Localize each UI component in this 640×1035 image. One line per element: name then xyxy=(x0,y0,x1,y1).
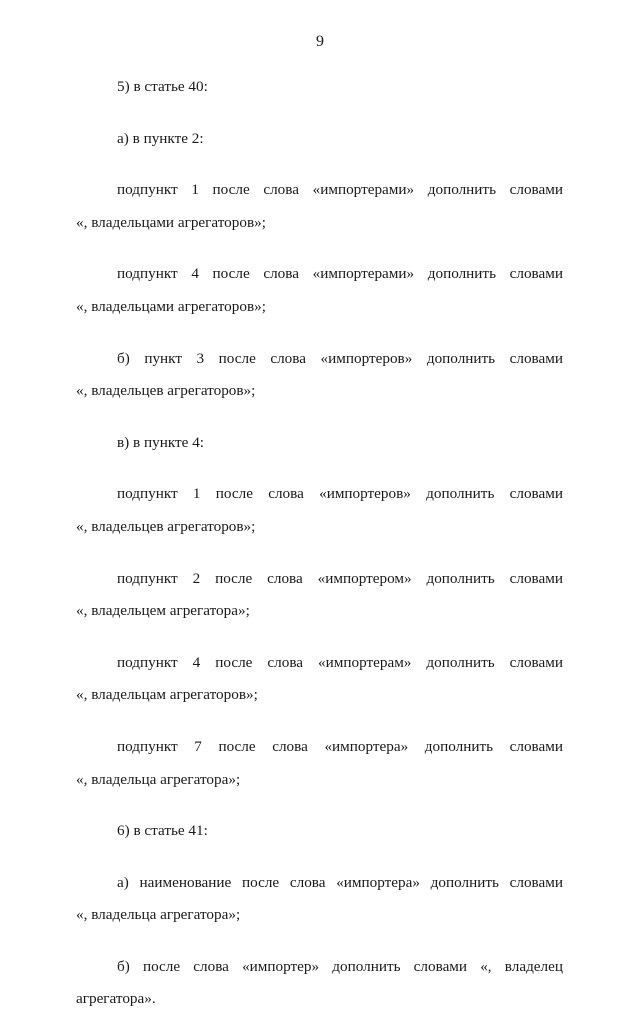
paragraph-item-a-clause-2: а) в пункте 2: xyxy=(117,129,204,147)
paragraph-line: «, владельца агрегатора»; xyxy=(76,906,241,924)
paragraph-line: агрегатора». xyxy=(76,990,156,1008)
paragraph-line: «, владельцем агрегатора»; xyxy=(76,602,250,620)
page-number: 9 xyxy=(316,33,324,50)
paragraph-line: «, владельцев агрегаторов»; xyxy=(76,517,256,535)
paragraph-line: «, владельца агрегатора»; xyxy=(76,770,241,788)
paragraph-item-b-clause-3 xyxy=(76,343,563,408)
paragraph-subclause-4-importers-dat xyxy=(76,647,563,712)
paragraph-line: б) после слова «импортер» дополнить словами «, владелец xyxy=(117,957,563,975)
paragraph-article-40: 5) в статье 40: xyxy=(117,78,208,95)
paragraph-item-b-importer xyxy=(76,951,563,1016)
paragraph-line: «, владельцам агрегаторов»; xyxy=(76,686,258,704)
paragraph-line: «, владельцами агрегаторов»; xyxy=(76,213,266,231)
paragraph-subclause-7-importer xyxy=(76,731,563,796)
paragraph-line: подпункт 4 после слова «импортерам» дополнить словами xyxy=(117,653,563,671)
paragraph-line: «, владельцев агрегаторов»; xyxy=(76,382,256,400)
paragraph-line: подпункт 1 после слова «импортерами» дополнить словами xyxy=(117,181,563,199)
paragraph-item-a-title xyxy=(76,867,563,932)
paragraph-line: «, владельцами агрегаторов»; xyxy=(76,297,266,315)
paragraph-line: подпункт 4 после слова «импортерами» дополнить словами xyxy=(117,265,563,283)
paragraph-item-v-clause-4: в) в пункте 4: xyxy=(117,433,205,451)
paragraph-line: подпункт 7 после слова «импортера» дополнить словами xyxy=(117,737,563,755)
document-body xyxy=(76,71,563,1035)
paragraph-line: подпункт 2 после слова «импортером» дополнить словами xyxy=(117,569,563,587)
paragraph-subclause-1-importers-gen xyxy=(76,478,563,543)
paragraph-line: б) пункт 3 после слова «импортеров» дополнить словами xyxy=(117,349,563,367)
paragraph-article-41: 6) в статье 41: xyxy=(117,822,208,840)
paragraph-line: подпункт 1 после слова «импортеров» дополнить словами xyxy=(117,485,563,503)
paragraph-subclause-1-importers xyxy=(76,174,563,239)
paragraph-subclause-4-importers xyxy=(76,258,563,323)
paragraph-line: а) наименование после слова «импортера» дополнить словами xyxy=(117,873,563,891)
paragraph-subclause-2-importer-instr xyxy=(76,563,563,628)
